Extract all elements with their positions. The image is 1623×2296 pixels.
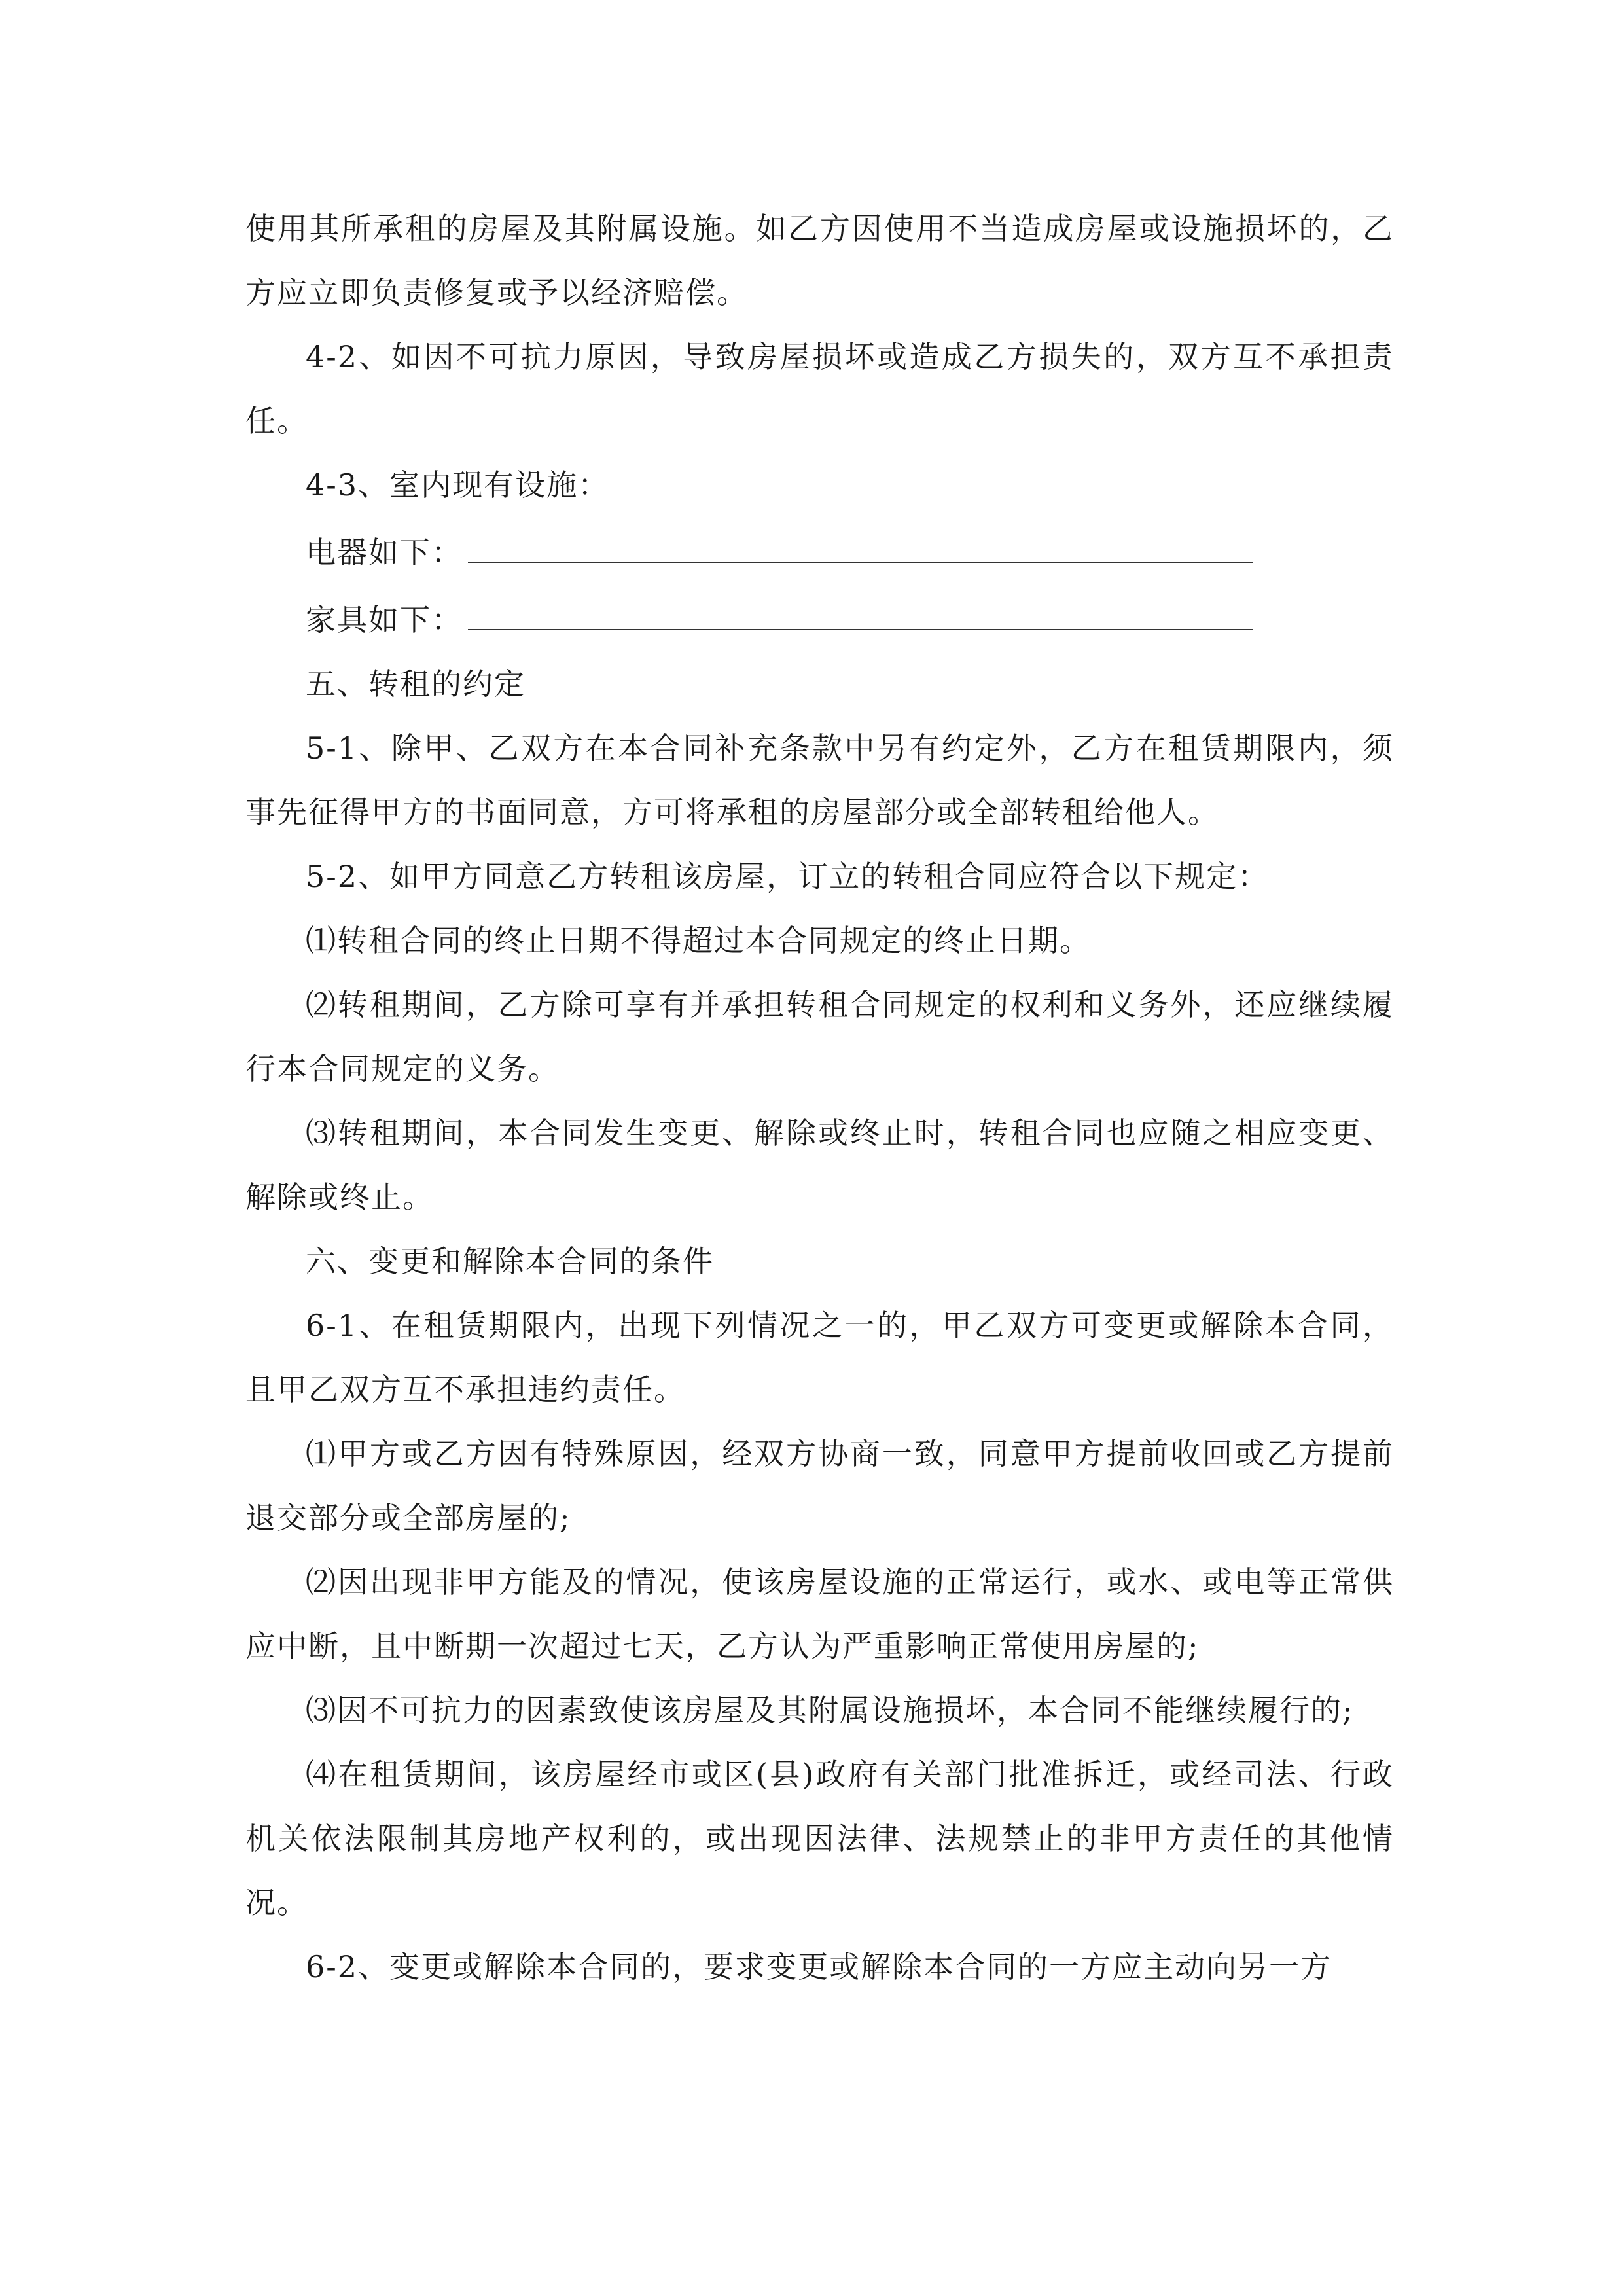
clause-5-2-item-2: ⑵转租期间，乙方除可享有并承担转租合同规定的权利和义务外，还应继续履行本合同规定的义务。 bbox=[245, 987, 1394, 1086]
section-heading-6: 六、变更和解除本合同的条件 bbox=[306, 1244, 714, 1279]
document-body bbox=[245, 196, 1394, 1999]
fill-in-furniture bbox=[245, 584, 1394, 652]
fill-in-label: 电器如下： bbox=[306, 535, 463, 570]
clause-4-3: 4-3、室内现有设施： bbox=[306, 467, 610, 503]
paragraph-continuation: 使用其所承租的房屋及其附属设施。如乙方因使用不当造成房屋或设施损坏的，乙方应立即负责修复或予以经济赔偿。 bbox=[245, 211, 1394, 310]
clause-6-1-item-2: ⑵因出现非甲方能及的情况，使该房屋设施的正常运行，或水、或电等正常供应中断，且中断期一次超过七天，乙方认为严重影响正常使用房屋的; bbox=[245, 1564, 1394, 1664]
clause-5-1: 5-1、除甲、乙双方在本合同补充条款中另有约定外，乙方在租赁期限内，须事先征得甲方的书面同意，方可将承租的房屋部分或全部转租给他人。 bbox=[245, 730, 1394, 830]
clause-6-1: 6-1、在租赁期限内，出现下列情况之一的，甲乙双方可变更或解除本合同，且甲乙双方互不承担违约责任。 bbox=[245, 1308, 1394, 1407]
clause-6-1-item-4: ⑷在租赁期间，该房屋经市或区(县)政府有关部门批准拆迁，或经司法、行政机关依法限制其房地产权利的，或出现因法律、法规禁止的非甲方责任的其他情况。 bbox=[245, 1757, 1394, 1920]
clause-4-2: 4-2、如因不可抗力原因，导致房屋损坏或造成乙方损失的，双方互不承担责任。 bbox=[245, 339, 1394, 439]
clause-6-1-item-1: ⑴甲方或乙方因有特殊原因，经双方协商一致，同意甲方提前收回或乙方提前退交部分或全部房屋的; bbox=[245, 1436, 1394, 1535]
blank-line bbox=[468, 584, 1253, 630]
clause-5-2: 5-2、如甲方同意乙方转租该房屋，订立的转租合同应符合以下规定： bbox=[306, 859, 1270, 894]
clause-5-2-item-1: ⑴转租合同的终止日期不得超过本合同规定的终止日期。 bbox=[306, 923, 1091, 958]
blank-line bbox=[468, 517, 1253, 563]
clause-6-1-item-3: ⑶因不可抗力的因素致使该房屋及其附属设施损坏，本合同不能继续履行的; bbox=[306, 1693, 1354, 1728]
clause-5-2-item-3: ⑶转租期间，本合同发生变更、解除或终止时，转租合同也应随之相应变更、解除或终止。 bbox=[245, 1115, 1394, 1215]
fill-in-appliances bbox=[245, 517, 1394, 584]
fill-in-label: 家具如下： bbox=[306, 602, 463, 637]
section-heading-5: 五、转租的约定 bbox=[306, 666, 526, 702]
clause-6-2: 6-2、变更或解除本合同的，要求变更或解除本合同的一方应主动向另一方 bbox=[306, 1949, 1332, 1984]
